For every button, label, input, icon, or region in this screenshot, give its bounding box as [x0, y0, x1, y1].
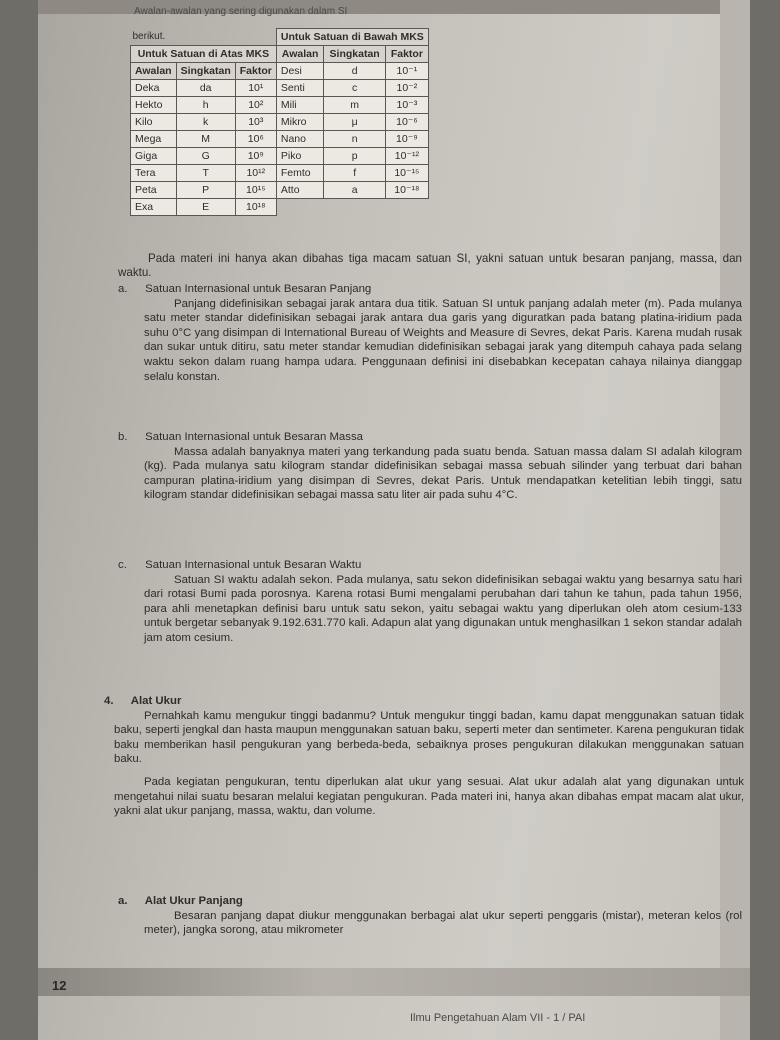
- prefix-faktor: 10⁻¹⁸: [385, 182, 428, 199]
- section-4a-heading: [118, 894, 742, 909]
- prefix-singkatan: c: [324, 80, 386, 97]
- prefix-awalan: Peta: [131, 182, 177, 199]
- section-a-label: a.: [118, 283, 128, 295]
- prefix-singkatan: n: [324, 131, 386, 148]
- prefix-singkatan: G: [176, 148, 235, 165]
- si-prefix-table: [130, 28, 429, 216]
- section-b-body: Massa adalah banyaknya materi yang terkandung pada suatu benda. Satuan massa dalam SI adalah kilogram (kg). Pada mulanya satu kilogram standar didefinisikan sebagai massa sebuah silinder yang terbuat dari bahan campuran platina-iridium yang disimpan di Sevres, dekat Paris. Untuk mendapatkan ketelitian lebih tinggi, satu kilogram standar didefinisikan sebagai massa satu liter air pada suhu 4°C.: [144, 445, 742, 502]
- section-4a-title: Alat Ukur Panjang: [144, 895, 243, 907]
- section-4-para2: Pada kegiatan pengukuran, tentu diperlukan alat ukur yang sesuai. Alat ukur adalah alat yang digunakan untuk mengetahui nilai suatu besaran melalui kegiatan pengukuran. Pada materi ini, hanya akan dibahas empat macam alat ukur, yakni alat ukur panjang, massa, waktu, dan volume.: [114, 775, 744, 818]
- footer-band: [38, 968, 750, 996]
- section-4a-label: a.: [118, 895, 128, 907]
- prefix-awalan: Nano: [276, 131, 323, 148]
- col-faktor-below: Faktor: [385, 46, 428, 63]
- section-4-para1: Pernahkah kamu mengukur tinggi badanmu? Untuk mengukur tinggi badan, kamu dapat menggunakan satuan tidak baku, seperti jengkal dan hasta maupun menggunakan satuan baku, seperti meter dan sentimeter. Karena pengukuran tidak baku memberikan hasil pengukuran yang berbeda-beda, sebaiknya proses pengukuran dilakukan menggunakan satuan baku.: [114, 709, 744, 766]
- section-4-title: Alat Ukur: [130, 695, 182, 707]
- col-awalan-above: Awalan: [131, 63, 177, 80]
- table-row: [131, 97, 429, 114]
- col-singkatan-above: Singkatan: [176, 63, 235, 80]
- prefix-awalan: Giga: [131, 148, 177, 165]
- section-c-title: Satuan Internasional untuk Besaran Waktu: [145, 559, 362, 571]
- below-mks-title: Untuk Satuan di Bawah MKS: [276, 29, 428, 46]
- prefix-faktor: 10⁻²: [385, 80, 428, 97]
- prefix-awalan: Mega: [131, 131, 177, 148]
- col-faktor-above: Faktor: [235, 63, 276, 80]
- textbook-page: [38, 0, 750, 1040]
- section-4-heading: [104, 694, 744, 709]
- prefix-faktor: 10⁶: [235, 131, 276, 148]
- page-number: 12: [52, 978, 67, 993]
- col-awalan-below: Awalan: [276, 46, 323, 63]
- prefix-singkatan: P: [176, 182, 235, 199]
- prefix-faktor: 10²: [235, 97, 276, 114]
- table-empty-cell: [276, 199, 428, 216]
- section-b-label: b.: [118, 431, 128, 443]
- prefix-singkatan: μ: [324, 114, 386, 131]
- prefix-faktor: 10³: [235, 114, 276, 131]
- table-row: [131, 114, 429, 131]
- table-row: [131, 80, 429, 97]
- prefix-singkatan: da: [176, 80, 235, 97]
- prefix-singkatan: p: [324, 148, 386, 165]
- section-4: [104, 694, 744, 819]
- prefix-faktor: 10¹⁸: [235, 199, 276, 216]
- section-b-heading: [118, 430, 742, 445]
- prefix-singkatan: h: [176, 97, 235, 114]
- prefix-faktor: 10⁻⁹: [385, 131, 428, 148]
- prefix-singkatan: k: [176, 114, 235, 131]
- prefix-awalan: Piko: [276, 148, 323, 165]
- prefix-faktor: 10⁻³: [385, 97, 428, 114]
- prefix-awalan: Femto: [276, 165, 323, 182]
- section-a: [118, 282, 742, 384]
- table-row: [131, 182, 429, 199]
- prefix-awalan: Mikro: [276, 114, 323, 131]
- section-4-number: 4.: [104, 695, 114, 707]
- col-singkatan-below: Singkatan: [324, 46, 386, 63]
- section-4a: [118, 894, 742, 938]
- prefix-faktor: 10⁻¹²: [385, 148, 428, 165]
- prefix-awalan: Kilo: [131, 114, 177, 131]
- prefix-awalan: Desi: [276, 63, 323, 80]
- prefix-singkatan: f: [324, 165, 386, 182]
- prefix-singkatan: M: [176, 131, 235, 148]
- prefix-faktor: 10¹⁵: [235, 182, 276, 199]
- section-c-label: c.: [118, 559, 127, 571]
- prefix-faktor: 10⁹: [235, 148, 276, 165]
- section-b-title: Satuan Internasional untuk Besaran Massa: [145, 431, 363, 443]
- right-margin: [720, 0, 750, 1040]
- prefix-awalan: Exa: [131, 199, 177, 216]
- table-row: [131, 165, 429, 182]
- table-row: [131, 199, 429, 216]
- prefix-faktor: 10⁻¹⁵: [385, 165, 428, 182]
- prefix-singkatan: E: [176, 199, 235, 216]
- prefix-singkatan: T: [176, 165, 235, 182]
- section-4a-body: Besaran panjang dapat diukur menggunakan berbagai alat ukur seperti penggaris (mistar), meteran kelos (rol meter), jangka sorong, atau mikrometer: [144, 909, 742, 937]
- section-c-heading: [118, 558, 742, 573]
- intro-text: Pada materi ini hanya akan dibahas tiga macam satuan SI, yakni satuan untuk besaran panjang, massa, dan waktu.: [118, 252, 742, 279]
- section-a-heading: [118, 282, 742, 297]
- caption-continuation: berikut.: [132, 31, 166, 43]
- prefix-awalan: Mili: [276, 97, 323, 114]
- prefix-singkatan: m: [324, 97, 386, 114]
- prefix-faktor: 10¹: [235, 80, 276, 97]
- table-row: [131, 131, 429, 148]
- intro-block: [118, 252, 742, 280]
- prefix-faktor: 10¹²: [235, 165, 276, 182]
- section-a-title: Satuan Internasional untuk Besaran Panjang: [145, 283, 372, 295]
- table-caption: Awalan-awalan yang sering digunakan dalam SI: [134, 6, 348, 17]
- prefix-awalan: Tera: [131, 165, 177, 182]
- prefix-singkatan: a: [324, 182, 386, 199]
- prefix-awalan: Atto: [276, 182, 323, 199]
- prefix-faktor: 10⁻¹: [385, 63, 428, 80]
- section-a-body: Panjang didefinisikan sebagai jarak antara dua titik. Satuan SI untuk panjang adalah meter (m). Pada mulanya satu meter standar didefinisikan sebagai jarak antara dua garis yang diguratkan pada batang platina-iridium pada suhu 0°C yang disimpan di International Bureau of Weights and Measure di Sevres, dekat Paris. Karena mudah rusak dan sukar untuk ditiru, satu meter standar kemudian didefinisikan sebagai jarak yang ditempuh cahaya pada selang waktu sekon dalam ruang hampa udara. Penggunaan definisi ini disebabkan kecepatan cahaya nilainya dianggap selalu konstan.: [144, 297, 742, 383]
- section-b: [118, 430, 742, 503]
- section-c: [118, 558, 742, 646]
- prefix-awalan: Deka: [131, 80, 177, 97]
- prefix-singkatan: d: [324, 63, 386, 80]
- prefix-faktor: 10⁻⁶: [385, 114, 428, 131]
- table-row: [131, 148, 429, 165]
- above-mks-title: Untuk Satuan di Atas MKS: [131, 46, 277, 63]
- prefix-awalan: Senti: [276, 80, 323, 97]
- section-c-body: Satuan SI waktu adalah sekon. Pada mulanya, satu sekon didefinisikan sebagai waktu yang besarnya satu hari dari rotasi Bumi pada porosnya. Karena rotasi Bumi mengalami perubahan dari tahun ke tahun, pada tahun 1956, para ahli menetapkan definisi baru untuk satu sekon, yaitu sebagai waktu yang diperlukan oleh atom cesium-133 untuk bergetar sebanyak 9.192.631.770 kali. Adapun alat yang digunakan untuk menghasilkan 1 sekon standar adalah jam atom cesium.: [144, 573, 742, 644]
- prefix-awalan: Hekto: [131, 97, 177, 114]
- book-title: Ilmu Pengetahuan Alam VII - 1 / PAI: [410, 1012, 586, 1024]
